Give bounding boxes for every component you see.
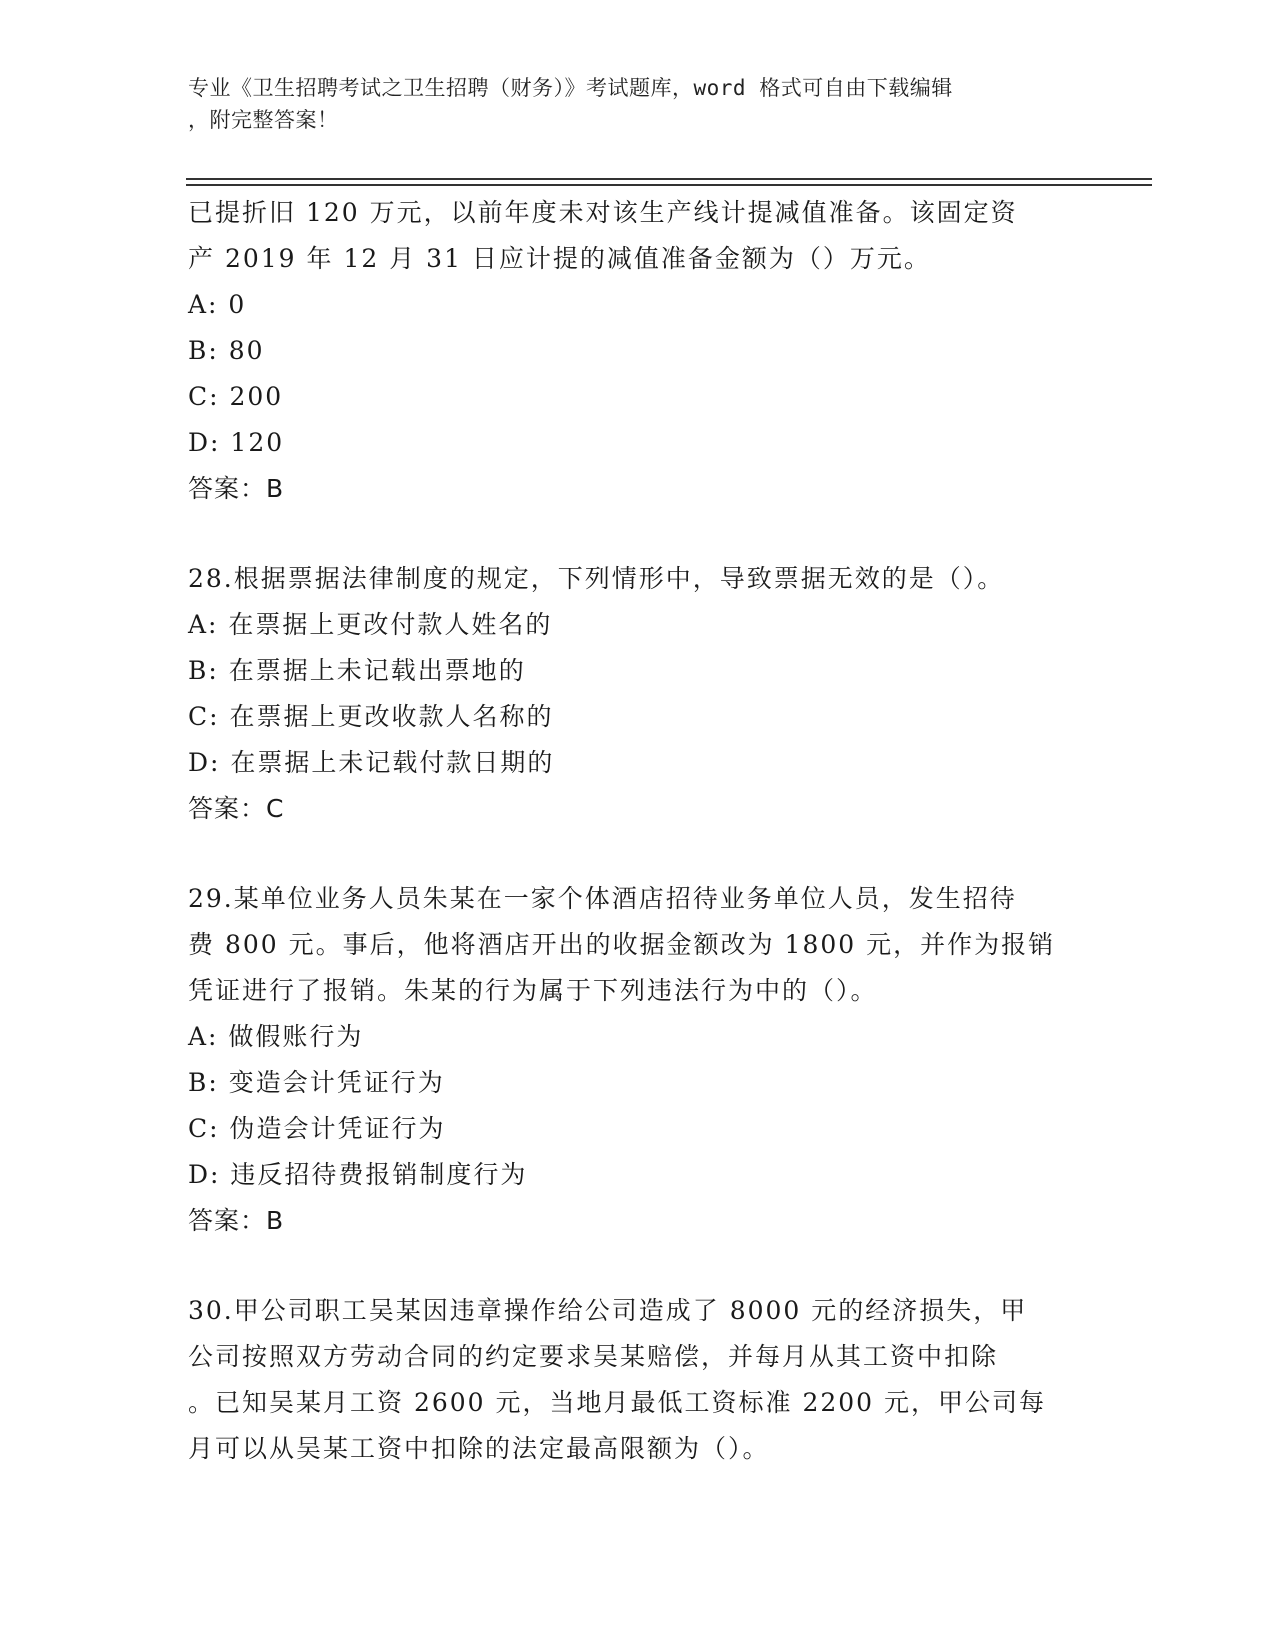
option-d: D: 120 [188,428,285,457]
option-d: D: 违反招待费报销制度行为 [188,1160,528,1189]
answer-line: 答案：B [188,474,285,503]
question-stem-line: 30.甲公司职工吴某因违章操作给公司造成了 8000 元的经济损失，甲 [188,1296,1028,1325]
option-a: A: 做假账行为 [188,1022,364,1051]
question-stem-line: 28.根据票据法律制度的规定，下列情形中，导致票据无效的是（）。 [188,564,1005,593]
question-stem-line: 凭证进行了报销。朱某的行为属于下列违法行为中的（）。 [188,976,878,1005]
option-b: B: 80 [188,336,265,365]
question-29 [188,876,1088,1244]
option-c: C: 在票据上更改收款人名称的 [188,702,554,731]
option-b: B: 变造会计凭证行为 [188,1068,445,1097]
question-spacer [188,832,1088,876]
option-a: A: 在票据上更改付款人姓名的 [188,610,553,639]
document-header [188,72,1088,136]
question-stem-line: 。已知吴某月工资 2600 元，当地月最低工资标准 2200 元，甲公司每 [188,1388,1047,1417]
header-line-1: 专业《卫生招聘考试之卫生招聘（财务）》考试题库，word 格式可自由下载编辑 [188,76,953,100]
option-a: A: 0 [188,290,247,319]
option-c: C: 200 [188,382,284,411]
question-27 [188,190,1088,512]
question-stem-line: 产 2019 年 12 月 31 日应计提的减值准备金额为（）万元。 [188,244,931,273]
question-stem-line: 已提折旧 120 万元，以前年度未对该生产线计提减值准备。该固定资 [188,198,1018,227]
question-stem-line: 月可以从吴某工资中扣除的法定最高限额为（）。 [188,1434,770,1463]
question-30 [188,1288,1088,1472]
question-stem-line: 公司按照双方劳动合同的约定要求吴某赔偿，并每月从其工资中扣除 [188,1342,999,1371]
question-spacer [188,1244,1088,1288]
header-line-2: ，附完整答案！ [188,108,339,132]
option-d: D: 在票据上未记载付款日期的 [188,748,555,777]
question-stem-line: 29.某单位业务人员朱某在一家个体酒店招待业务单位人员，发生招待 [188,884,1017,913]
answer-line: 答案：C [188,794,285,823]
option-b: B: 在票据上未记载出票地的 [188,656,526,685]
header-divider-bottom [186,184,1152,186]
option-c: C: 伪造会计凭证行为 [188,1114,446,1143]
question-28 [188,556,1088,832]
question-stem-line: 费 800 元。事后，他将酒店开出的收据金额改为 1800 元，并作为报销 [188,930,1056,959]
header-divider-top [186,178,1152,180]
answer-line: 答案：B [188,1206,285,1235]
question-list [188,190,1088,1472]
question-spacer [188,512,1088,556]
